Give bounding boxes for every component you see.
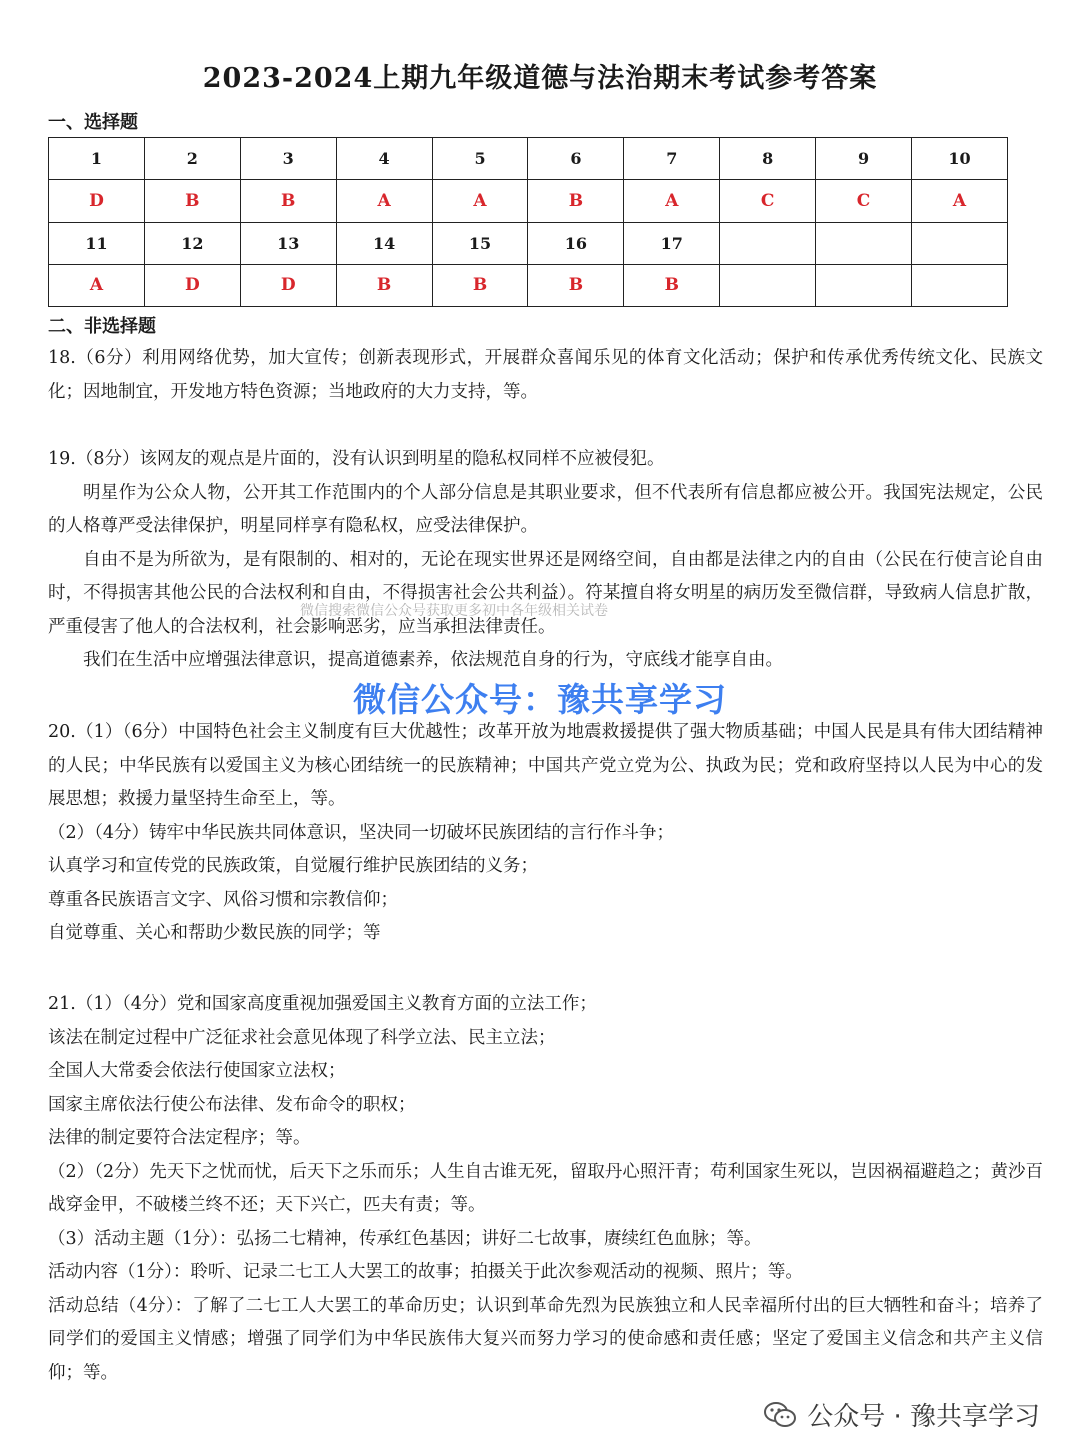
answer-table: [48, 137, 1008, 307]
question-number: 8: [720, 138, 816, 180]
answer-cell: A: [336, 180, 432, 222]
answer-cell: B: [240, 180, 336, 222]
answer-paragraph: 尊重各民族语言文字、风俗习惯和宗教信仰；: [48, 889, 398, 910]
answer-cell: B: [144, 180, 240, 222]
question-number: 12: [144, 222, 240, 264]
answer-table-row-answers-2: [49, 264, 1008, 306]
answer-paragraph: 活动总结（4分）：了解了二七工人大罢工的革命历史；认识到革命先烈为民族独立和人民幸福所付出的巨大牺牲和奋斗；培养了同学们的爱国主义情感；增强了同学们为中华民族伟大复兴而努力学习的使命感和责任感；坚定了爱国主义信念和共产主义信仰；等。: [48, 1295, 1043, 1383]
question-number: 1: [49, 138, 145, 180]
answer-paragraph: 自由不是为所欲为，是有限制的、相对的，无论在现实世界还是网络空间，自由都是法律之内的自由（公民在行使言论自由时，不得损害其他公民的合法权利和自由，不得损害社会公共利益）。符某擅自将女明星的病历发至微信群，导致病人信息扩散，严重侵害了他人的合法权利，社会影响恶劣，应当承担法律责任。: [48, 549, 1043, 637]
question-20-answer: [48, 716, 1043, 951]
answer-cell: C: [720, 180, 816, 222]
answer-cell: D: [144, 264, 240, 306]
empty-cell: [720, 222, 816, 264]
answer-cell: B: [432, 264, 528, 306]
watermark-text-large: 微信公众号：豫共享学习: [353, 680, 727, 719]
wechat-account-badge: [757, 1394, 1046, 1435]
answer-paragraph: 该法在制定过程中广泛征求社会意见体现了科学立法、民主立法；: [48, 1027, 556, 1048]
question-number: 2: [144, 138, 240, 180]
empty-cell: [816, 222, 912, 264]
empty-cell: [720, 264, 816, 306]
answer-table-row-answers-1: [49, 180, 1008, 222]
answer-cell: A: [624, 180, 720, 222]
answer-cell: B: [528, 180, 624, 222]
question-number: 15: [432, 222, 528, 264]
answer-paragraph: 20.（1）（6分）中国特色社会主义制度有巨大优越性；改革开放为地震救援提供了强大物质基础；中国人民是具有伟大团结精神的人民；中华民族有以爱国主义为核心团结统一的民族精神；中国共产党立党为公、执政为民；党和政府坚持以人民为中心的发展思想；救援力量坚持生命至上，等。: [48, 722, 1043, 809]
answer-paragraph: 我们在生活中应增强法律意识，提高道德素养，依法规范自身的行为，守底线才能享自由。: [83, 650, 783, 670]
question-number: 14: [336, 222, 432, 264]
answer-paragraph: 认真学习和宣传党的民族政策，自觉履行维护民族团结的义务；: [48, 856, 538, 876]
answer-cell: B: [336, 264, 432, 306]
answer-paragraph: 自觉尊重、关心和帮助少数民族的同学；等: [48, 923, 381, 943]
answer-paragraph: 18.（6分）利用网络优势，加大宣传；创新表现形式，开展群众喜闻乐见的体育文化活动；保护和传承优秀传统文化、民族文化；因地制宜，开发地方特色资源；当地政府的大力支持，等。: [48, 348, 1043, 402]
empty-cell: [912, 264, 1008, 306]
answer-table-row-numbers-2: [49, 222, 1008, 264]
answer-cell: B: [624, 264, 720, 306]
question-number: 11: [49, 222, 145, 264]
question-number: 13: [240, 222, 336, 264]
question-number: 4: [336, 138, 432, 180]
question-18-answer: [48, 342, 1043, 409]
watermark-text-small: 微信搜索微信公众号获取更多初中各年级相关试卷: [300, 603, 608, 619]
answer-cell: C: [816, 180, 912, 222]
answer-paragraph: 全国人大常委会依法行使国家立法权；: [48, 1061, 346, 1081]
answer-paragraph: 活动内容（1分）：聆听、记录二七工人大罢工的故事；拍摄关于此次参观活动的视频、照片；等。: [48, 1262, 803, 1282]
answer-paragraph: 19.（8分）该网友的观点是片面的，没有认识到明星的隐私权同样不应被侵犯。: [48, 449, 665, 469]
document-title: 2023-2024上期九年级道德与法治期末考试参考答案: [202, 63, 878, 94]
question-number: 9: [816, 138, 912, 180]
question-number: 7: [624, 138, 720, 180]
answer-paragraph: 21.（1）（4分）党和国家高度重视加强爱国主义教育方面的立法工作；: [48, 994, 597, 1014]
answer-paragraph: 明星作为公众人物，公开其工作范围内的个人部分信息是其职业要求，但不代表所有信息都应被公开。我国宪法规定，公民的人格尊严受法律保护，明星同样享有隐私权，应受法律保护。: [48, 482, 1043, 536]
question-21-answer: [48, 988, 1043, 1390]
wechat-icon: [763, 1400, 797, 1430]
section-multiple-choice-heading: 一、选择题: [48, 112, 138, 133]
section-free-response-heading: 二、非选择题: [48, 316, 156, 337]
answer-paragraph: 国家主席依法行使公布法律、发布命令的职权；: [48, 1094, 416, 1115]
question-number: 6: [528, 138, 624, 180]
answer-paragraph: （2）（2分）先天下之忧而忧，后天下之乐而乐；人生自古谁无死，留取丹心照汗青；苟利国家生死以，岂因祸福避趋之；黄沙百战穿金甲，不破楼兰终不还；天下兴亡，匹夫有责；等。: [48, 1161, 1043, 1215]
empty-cell: [816, 264, 912, 306]
answer-paragraph: 法律的制定要符合法定程序；等。: [48, 1128, 311, 1148]
answer-table-row-numbers-1: [49, 138, 1008, 180]
answer-paragraph: （2）（4分）铸牢中华民族共同体意识，坚决同一切破坏民族团结的言行作斗争；: [48, 822, 675, 843]
question-number: 17: [624, 222, 720, 264]
footer-account-name: 公众号 · 豫共享学习: [807, 1402, 1040, 1432]
answer-paragraph: （3）活动主题（1分）：弘扬二七精神，传承红色基因；讲好二七故事，赓续红色血脉；等。: [48, 1228, 762, 1249]
question-number: 10: [912, 138, 1008, 180]
question-number: 16: [528, 222, 624, 264]
question-19-answer: [48, 443, 1043, 678]
answer-cell: A: [912, 180, 1008, 222]
question-number: 5: [432, 138, 528, 180]
answer-cell: B: [528, 264, 624, 306]
answer-cell: A: [432, 180, 528, 222]
answer-cell: A: [49, 264, 145, 306]
empty-cell: [912, 222, 1008, 264]
answer-cell: D: [240, 264, 336, 306]
answer-cell: D: [49, 180, 145, 222]
question-number: 3: [240, 138, 336, 180]
